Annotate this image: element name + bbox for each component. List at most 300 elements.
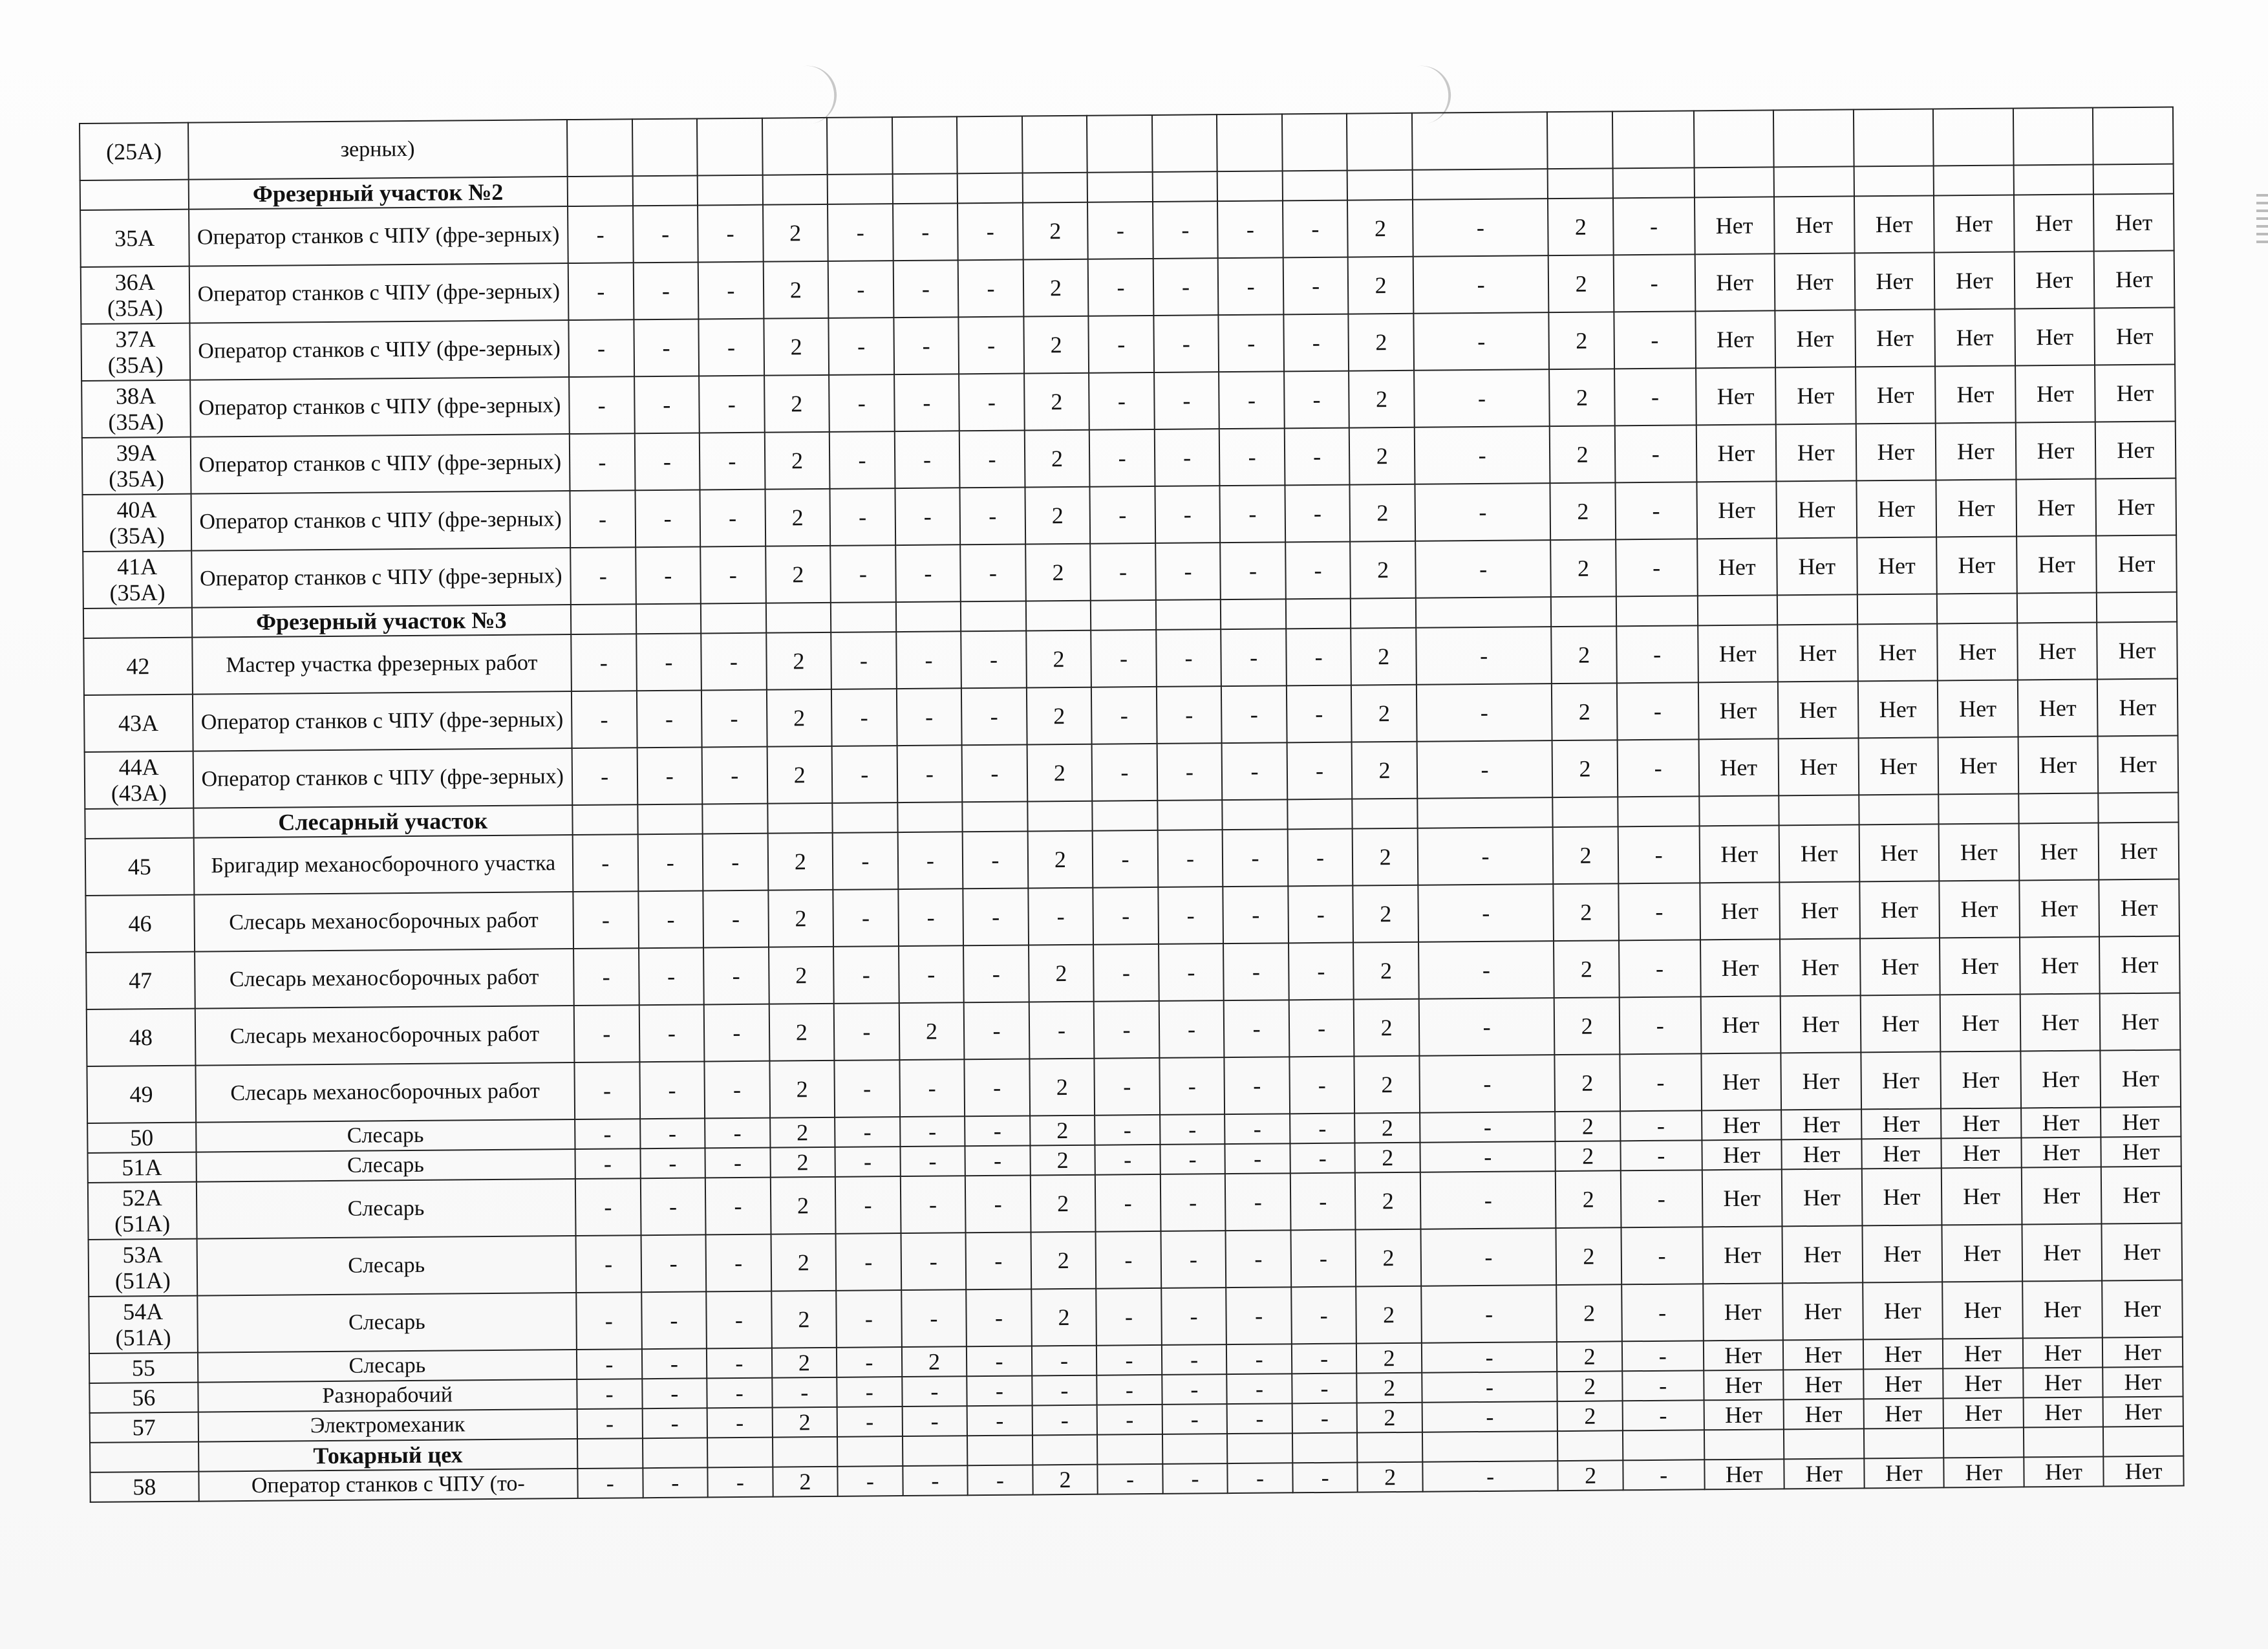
factor-class-cell: 2 (1352, 742, 1417, 799)
yes-no-cell: Нет (1700, 996, 1781, 1053)
factor-class-cell: 2 (1557, 1284, 1622, 1342)
yes-no-cell: Нет (2095, 365, 2175, 422)
factor-class-cell: - (1285, 428, 1350, 486)
yes-no-cell: Нет (2019, 879, 2099, 937)
factor-class-cell: - (1092, 744, 1157, 801)
factor-class-cell: - (1219, 428, 1285, 486)
factor-class-cell (1152, 114, 1217, 172)
factor-class-cell: - (1422, 1461, 1558, 1492)
section-blank-cell (85, 808, 193, 839)
empty-cell (1864, 1428, 1944, 1458)
row-number: 48 (87, 1009, 195, 1066)
factor-class-cell: - (837, 1406, 903, 1437)
section-title: Токарный цех (198, 1439, 578, 1472)
factor-class-cell: - (637, 834, 703, 891)
factor-class-cell: 2 (1356, 1286, 1422, 1344)
empty-cell (632, 175, 698, 206)
position-name: Слесарь механосборочных работ (194, 892, 573, 952)
yes-no-cell: Нет (1701, 1053, 1781, 1110)
empty-cell (828, 174, 893, 204)
empty-cell (1227, 1433, 1292, 1463)
factor-class-cell: - (706, 1291, 771, 1349)
empty-cell (702, 804, 767, 834)
factor-class-cell: 2 (1555, 1054, 1620, 1112)
factor-class-cell: - (1089, 429, 1155, 487)
yes-no-cell: Нет (1696, 424, 1776, 482)
yes-no-cell: Нет (1863, 1282, 1943, 1339)
factor-class-cell: - (1093, 944, 1159, 1002)
factor-class-cell: - (1097, 1345, 1162, 1375)
factor-class-cell: - (893, 203, 958, 261)
factor-class-cell: 2 (769, 947, 834, 1004)
section-title: Фрезерный участок №3 (191, 605, 571, 638)
yes-no-cell: Нет (1698, 738, 1779, 796)
position-name: Слесарь механосборочных работ (195, 1062, 575, 1123)
yes-no-cell (2093, 107, 2173, 165)
empty-cell (1347, 170, 1413, 200)
factor-class-cell: - (570, 490, 635, 548)
empty-cell (1286, 599, 1351, 629)
factor-class-cell: - (1219, 371, 1284, 429)
factor-class-cell: - (1283, 314, 1349, 372)
factor-class-cell: - (1620, 1110, 1702, 1141)
factor-class-cell: - (1618, 826, 1699, 883)
yes-no-cell: Нет (2018, 680, 2098, 737)
position-name: Электромеханик (198, 1409, 577, 1442)
factor-class-cell: - (1288, 886, 1353, 943)
factor-class-cell (1347, 113, 1412, 171)
yes-no-cell: Нет (1777, 480, 1857, 538)
yes-no-cell: Нет (1861, 1051, 1941, 1109)
factor-class-cell: - (1160, 1144, 1225, 1174)
factor-class-cell: - (1292, 1403, 1357, 1434)
yes-no-cell: Нет (2102, 1280, 2182, 1338)
factor-class-cell: 2 (1348, 257, 1413, 314)
section-blank-cell (83, 608, 192, 638)
factor-class-cell: - (772, 1377, 837, 1408)
position-name: Оператор станков с ЧПУ (фре-зерных) (191, 548, 571, 608)
yes-no-cell: Нет (2099, 879, 2179, 937)
factor-class-cell: 2 (772, 1407, 837, 1438)
empty-cell (637, 804, 703, 834)
row-number: 55 (89, 1353, 198, 1383)
empty-cell (1087, 172, 1153, 202)
factor-class-cell: - (570, 547, 636, 605)
yes-no-cell: Нет (1694, 197, 1774, 254)
factor-class-cell: - (576, 1292, 641, 1350)
factor-class-cell: - (1417, 684, 1552, 742)
yes-no-cell: Нет (1855, 309, 1935, 367)
yes-no-cell: Нет (1940, 937, 2020, 995)
factor-class-cell: - (1286, 629, 1351, 686)
factor-class-cell: - (1093, 830, 1158, 888)
factor-class-cell: - (1221, 685, 1287, 743)
factor-class-cell: - (633, 205, 698, 263)
factor-class-cell: - (894, 374, 959, 431)
factor-class-cell: - (1289, 1000, 1354, 1057)
factor-class-cell: - (640, 1178, 705, 1235)
factor-class-cell: - (1620, 997, 1701, 1054)
factor-class-cell: - (1287, 685, 1352, 743)
factor-class-cell: - (959, 317, 1024, 374)
empty-cell (831, 602, 896, 632)
factor-class-cell: - (1614, 368, 1696, 426)
factor-class-cell: - (959, 374, 1024, 431)
factor-class-cell: 2 (1552, 683, 1617, 740)
factor-class-cell: 2 (1351, 685, 1417, 742)
factor-class-cell: - (634, 319, 699, 376)
yes-no-cell: Нет (2015, 308, 2095, 366)
empty-cell (643, 1438, 708, 1468)
factor-class-cell: 2 (1353, 828, 1418, 886)
factor-class-cell: - (1093, 887, 1159, 945)
factor-class-cell: - (961, 631, 1026, 689)
row-number: 56 (89, 1383, 198, 1413)
factor-class-cell: 2 (1353, 942, 1418, 1000)
factor-class-cell: 2 (1552, 740, 1618, 797)
factor-class-cell: 2 (902, 1346, 967, 1377)
yes-no-cell: Нет (2096, 535, 2176, 593)
factor-class-cell: - (957, 203, 1023, 261)
factor-class-cell: - (641, 1234, 706, 1292)
factor-class-cell: 2 (1554, 883, 1619, 941)
empty-cell (1282, 171, 1347, 201)
yes-no-cell: Нет (1861, 1108, 1942, 1139)
factor-class-cell: 2 (1031, 1175, 1096, 1233)
yes-no-cell: Нет (1776, 424, 1856, 481)
factor-class-cell: - (1616, 625, 1698, 683)
factor-class-cell (957, 116, 1022, 174)
factor-class-cell: - (568, 319, 634, 377)
factor-class-cell: - (568, 206, 633, 263)
yes-no-cell: Нет (1941, 1108, 2021, 1138)
factor-class-cell: - (1096, 1231, 1161, 1289)
factor-class-cell: - (1087, 202, 1153, 259)
factor-class-cell: - (634, 376, 700, 433)
factor-class-cell: - (1289, 943, 1354, 1000)
factor-class-cell: - (967, 1405, 1032, 1436)
factor-class-cell: 2 (767, 833, 833, 890)
row-number: 40А (35А) (83, 494, 191, 552)
factor-class-cell: - (1217, 200, 1283, 258)
empty-cell (1217, 171, 1283, 201)
factor-class-cell: - (964, 1002, 1029, 1060)
empty-cell (1422, 1431, 1558, 1462)
factor-class-cell: - (1158, 887, 1223, 944)
factor-class-cell: - (896, 631, 961, 689)
empty-cell (962, 802, 1027, 832)
factor-class-cell: - (897, 832, 963, 889)
empty-cell (707, 1438, 773, 1468)
factor-class-cell: - (1097, 1405, 1162, 1435)
factor-class-cell: - (1289, 1057, 1354, 1114)
factor-class-cell: - (837, 1347, 902, 1377)
factor-class-cell: - (1161, 1174, 1226, 1231)
factor-class-cell: - (1159, 943, 1224, 1001)
factor-class-cell: 2 (1553, 826, 1618, 884)
empty-cell (698, 175, 763, 206)
yes-no-cell: Нет (1943, 1338, 2023, 1368)
factor-class-cell: 2 (764, 375, 829, 433)
factor-class-cell: - (893, 260, 958, 318)
factor-class-cell: - (902, 1406, 967, 1436)
factor-class-cell: 2 (1030, 1116, 1095, 1146)
factor-class-cell: - (1089, 316, 1154, 373)
factor-class-cell: - (698, 262, 764, 319)
factor-class-cell: - (901, 1289, 967, 1347)
yes-no-cell: Нет (1863, 1398, 1943, 1428)
factor-class-cell: - (1091, 630, 1156, 687)
factor-class-cell: - (1621, 1170, 1702, 1227)
factor-class-cell: - (967, 1375, 1032, 1406)
yes-no-cell: Нет (2024, 1456, 2104, 1487)
empty-cell (1553, 797, 1618, 827)
factor-class-cell: - (700, 546, 765, 604)
yes-no-cell: Нет (1935, 308, 2015, 366)
factor-class-cell: - (1090, 486, 1155, 544)
empty-cell (1026, 601, 1091, 631)
factor-class-cell: 2 (1032, 1465, 1098, 1495)
empty-cell (1292, 1433, 1358, 1463)
empty-cell (1704, 1429, 1784, 1460)
factor-class-cell: - (894, 431, 959, 488)
factor-class-cell: - (960, 544, 1025, 602)
factor-class-cell: - (1615, 482, 1696, 539)
factor-class-cell: - (1616, 539, 1697, 596)
empty-cell (1223, 799, 1288, 830)
yes-no-cell: Нет (1860, 995, 1940, 1052)
factor-class-cell: 2 (1023, 259, 1088, 317)
yes-no-cell: Нет (2014, 195, 2094, 252)
factor-class-cell: - (1227, 1403, 1292, 1434)
empty-cell (762, 175, 828, 205)
empty-cell (961, 601, 1026, 632)
factor-class-cell: - (1155, 429, 1220, 486)
yes-no-cell: Нет (1774, 196, 1854, 253)
row-number: 38А (35А) (81, 380, 190, 438)
empty-cell (2017, 593, 2097, 623)
yes-no-cell: Нет (1937, 623, 2017, 680)
row-number: 42 (83, 638, 192, 695)
factor-class-cell: - (639, 1004, 704, 1062)
factor-class-cell: - (641, 1348, 707, 1379)
row-number: 39А (35А) (82, 437, 191, 495)
position-name: Слесарь (196, 1149, 575, 1182)
factor-class-cell: 2 (1349, 371, 1414, 428)
factor-class-cell: - (641, 1291, 707, 1349)
yes-no-cell: Нет (1859, 824, 1939, 881)
yes-no-cell: Нет (1936, 479, 2017, 537)
factor-class-cell: - (1614, 254, 1695, 312)
factor-class-cell (567, 119, 632, 177)
factor-class-cell (697, 118, 762, 176)
empty-cell (1623, 1430, 1704, 1460)
yes-no-cell: Нет (2101, 1167, 2181, 1224)
factor-class-cell: - (634, 433, 700, 490)
factor-class-cell (1612, 111, 1694, 168)
factor-class-cell: - (707, 1348, 772, 1379)
factor-class-cell: 2 (1027, 744, 1092, 802)
factor-class-cell: - (830, 545, 895, 603)
factor-class-cell: - (1622, 1341, 1704, 1371)
factor-class-cell: - (1287, 742, 1352, 800)
factor-class-cell: - (1159, 1057, 1225, 1115)
factor-class-cell: - (1155, 486, 1220, 543)
yes-no-cell: Нет (1703, 1283, 1783, 1341)
factor-class-cell: 2 (1557, 1401, 1623, 1431)
factor-class-cell: 2 (1554, 940, 1619, 998)
factor-class-cell: 2 (1356, 1343, 1422, 1374)
factor-class-cell: - (1418, 884, 1554, 942)
factor-class-cell: - (1097, 1375, 1162, 1405)
factor-class-cell: - (832, 746, 897, 803)
empty-cell (1416, 597, 1552, 628)
factor-class-cell: - (962, 745, 1027, 803)
factor-class-cell: - (574, 1005, 639, 1062)
factor-class-cell: - (1220, 485, 1285, 543)
empty-cell (1784, 1428, 1864, 1459)
factor-class-cell: - (836, 1233, 901, 1291)
factor-class-cell: - (642, 1378, 707, 1408)
factor-class-cell: 2 (1358, 1462, 1423, 1493)
factor-class-cell: 2 (763, 204, 828, 262)
factor-class-cell: - (1415, 426, 1550, 484)
empty-cell (1157, 800, 1223, 830)
position-name: Оператор станков с ЧПУ (фре-зерных) (190, 434, 570, 494)
factor-class-cell (1022, 116, 1087, 173)
factor-class-cell: - (1029, 1002, 1094, 1059)
empty-cell (1697, 595, 1777, 625)
factor-class-cell: 2 (1025, 544, 1091, 601)
factor-class-cell: - (1226, 1230, 1291, 1288)
position-name: Слесарь (197, 1236, 576, 1296)
yes-no-cell: Нет (1698, 625, 1778, 682)
factor-class-cell: - (1621, 1284, 1703, 1341)
factor-class-cell: - (963, 832, 1028, 889)
factor-class-cell: 2 (769, 1004, 834, 1061)
row-number: (25А) (80, 123, 188, 180)
factor-class-cell (1412, 112, 1548, 170)
factor-class-cell: - (959, 431, 1025, 488)
empty-cell (1351, 598, 1416, 629)
factor-class-cell: 2 (899, 1002, 964, 1060)
yes-no-cell: Нет (1779, 824, 1859, 882)
yes-no-cell: Нет (1704, 1399, 1784, 1430)
yes-no-cell: Нет (1861, 1168, 1942, 1225)
yes-no-cell: Нет (1781, 995, 1861, 1053)
factor-class-cell: - (833, 832, 898, 890)
row-number: 50 (87, 1123, 196, 1153)
factor-class-cell: - (1090, 543, 1155, 601)
factor-class-cell: - (1220, 542, 1285, 599)
empty-cell (1937, 593, 2017, 623)
factor-class-cell: - (1161, 1288, 1226, 1345)
yes-no-cell: Нет (1699, 825, 1779, 883)
yes-no-cell: Нет (1777, 537, 1857, 595)
factor-class-cell: - (1419, 1055, 1555, 1113)
factor-class-cell: - (1162, 1463, 1228, 1494)
yes-no-cell: Нет (1782, 1169, 1862, 1226)
factor-class-cell: - (1619, 940, 1700, 997)
section-blank-cell (80, 180, 189, 210)
factor-class-cell: 2 (1350, 484, 1415, 542)
yes-no-cell: Нет (2102, 1337, 2183, 1368)
factor-class-cell: - (963, 945, 1029, 1003)
factor-class-cell: - (643, 1467, 708, 1498)
factor-class-cell: - (1292, 1344, 1357, 1374)
factor-class-cell: 2 (769, 1061, 835, 1118)
factor-class-cell: 2 (1029, 1059, 1095, 1116)
factor-class-cell: - (831, 632, 896, 689)
yes-no-cell: Нет (1864, 1458, 1944, 1488)
position-name: Слесарь (196, 1119, 575, 1152)
factor-class-cell: - (830, 488, 895, 546)
factor-class-cell: 2 (1024, 430, 1089, 488)
yes-no-cell: Нет (2101, 1050, 2181, 1108)
yes-no-cell: Нет (1943, 1397, 2024, 1428)
yes-no-cell: Нет (2099, 936, 2179, 994)
yes-no-cell: Нет (1703, 1340, 1783, 1370)
factor-class-cell: - (1096, 1288, 1161, 1346)
factor-class-cell: - (1623, 1460, 1704, 1490)
factor-class-cell: - (640, 1148, 705, 1178)
factor-class-cell: - (1620, 1053, 1701, 1111)
yes-no-cell: Нет (2022, 1280, 2102, 1338)
factor-class-cell: - (576, 1235, 641, 1293)
factor-class-cell: - (1613, 197, 1695, 255)
empty-cell (1557, 1430, 1623, 1461)
position-name: зерных) (188, 120, 568, 180)
factor-class-cell: - (965, 1116, 1030, 1146)
factor-class-cell: - (1223, 943, 1289, 1000)
factor-class-cell: - (703, 890, 768, 948)
factor-class-cell: - (829, 374, 894, 432)
factor-class-cell (1087, 115, 1152, 173)
factor-class-cell: 2 (771, 1291, 837, 1348)
factor-class-cell: - (639, 947, 704, 1005)
row-number: 45 (85, 838, 194, 896)
empty-cell (1548, 168, 1613, 199)
factor-class-cell: - (1283, 200, 1348, 258)
factor-class-cell: - (1154, 372, 1219, 429)
factor-class-cell: - (835, 1147, 901, 1177)
position-name: Оператор станков с ЧПУ (фре-зерных) (190, 377, 570, 437)
factor-class-cell: - (1420, 1171, 1556, 1229)
factor-class-cell: - (569, 376, 634, 434)
factor-class-cell: 2 (1023, 316, 1089, 374)
factor-class-cell: - (1415, 483, 1550, 541)
factor-class-cell: - (835, 1060, 900, 1117)
factor-class-cell: - (1621, 1227, 1702, 1284)
yes-no-cell: Нет (1857, 537, 1937, 594)
yes-no-cell: Нет (2095, 422, 2176, 479)
factor-class-cell: - (900, 1116, 965, 1147)
factor-class-cell: - (1095, 1145, 1161, 1175)
factor-class-cell: - (1422, 1372, 1557, 1403)
factor-class-cell: - (1226, 1287, 1291, 1344)
yes-no-cell: Нет (2100, 993, 2180, 1051)
factor-class-cell: - (836, 1290, 901, 1348)
empty-cell (1162, 1434, 1228, 1464)
factor-class-cell: 2 (1349, 427, 1415, 485)
factor-class-cell: - (1614, 311, 1695, 369)
empty-cell (1156, 599, 1221, 630)
factor-class-cell: - (895, 544, 961, 602)
factor-class-cell: - (573, 834, 638, 892)
working-conditions-table (79, 107, 2185, 1503)
factor-class-cell: - (574, 1062, 639, 1119)
yes-no-cell: Нет (1942, 1137, 2022, 1168)
